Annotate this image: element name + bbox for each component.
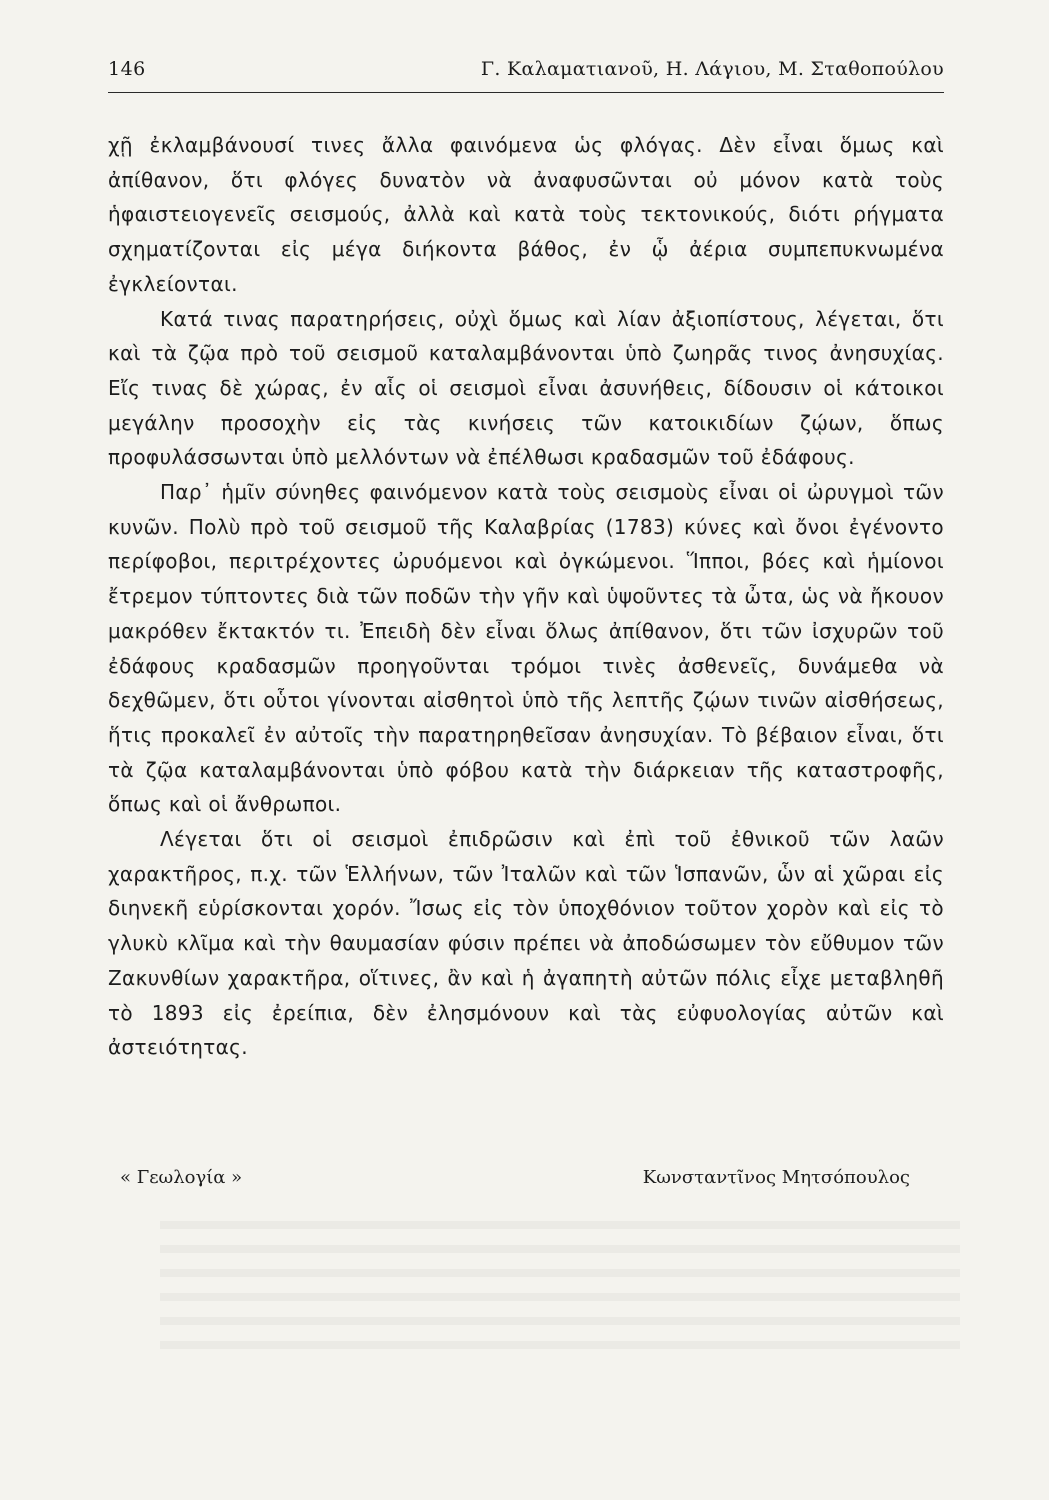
paragraph-dogs-howling: Παρ᾽ ἡμῖν σύνηθες φαινόμενον κατὰ τοὺς σεισμοὺς εἶναι οἱ ὠρυγμοὶ τῶν κυνῶν. Πολὺ πρὸ τοῦ σεισμοῦ τῆς Καλαβρίας (1783) κύνες καὶ ὄνοι ἐγένοντο περίφοβοι, περιτρέχοντες ὠρυόμενοι καὶ ὀγκώμενοι. Ἵπποι, βόες καὶ ἡμίονοι ἔτρεμον τύπτοντες διὰ τῶν ποδῶν τὴν γῆν καὶ ὑψοῦντες τὰ ὦτα, ὡς νὰ ἤκουον μακρόθεν ἔκτακτόν τι. Ἐπειδὴ δὲν εἶναι ὅλως ἀπίθανον, ὅτι τῶν ἰσχυρῶν τοῦ ἐδάφους κραδασμῶν προηγοῦνται τρόμοι τινὲς ἀσθενεῖς, δυνάμεθα νὰ δεχθῶμεν, ὅτι οὗτοι γίνονται αἰσθητοὶ ὑπὸ τῆς λεπτῆς ζῴων τινῶν αἰσθήσεως, ἥτις προκαλεῖ ἐν αὐτοῖς τὴν παρατηρηθεῖσαν ἀνησυχίαν. Τὸ βέβαιον εἶναι, ὅτι τὰ ζῷα καταλαμβάνονται ὑπὸ φόβου κατὰ τὴν διάρκειαν τῆς καταστροφῆς, ὅπως καὶ οἱ ἄνθρωποι. — [108, 480, 944, 817]
author-signature: Κωνσταντῖνος Μητσόπουλος — [642, 1167, 910, 1188]
signature-row — [108, 1163, 944, 1197]
paragraph-national-character: Λέγεται ὅτι οἱ σεισμοὶ ἐπιδρῶσιν καὶ ἐπὶ τοῦ ἐθνικοῦ τῶν λαῶν χαρακτῆρος, π.χ. τῶν Ἑλλήνων, τῶν Ἰταλῶν καὶ τῶν Ἱσπανῶν, ὧν αἱ χῶραι εἰς διηνεκῆ εὑρίσκονται χορόν. Ἴσως εἰς τὸν ὑποχθόνιον τοῦτον χορὸν καὶ εἰς τὸ γλυκὺ κλῖμα καὶ τὴν θαυμασίαν φύσιν πρέπει νὰ ἀποδώσωμεν τὸν εὔθυμον τῶν Ζακυνθίων χαρακτῆρα, οἵτινες, ἂν καὶ ἡ ἀγαπητὴ αὐτῶν πόλις εἶχε μεταβληθῆ τὸ 1893 εἰς ἐρείπια, δὲν ἐλησμόνουν καὶ τὰς εὐφυολογίας αὐτῶν καὶ ἀστειότητας. — [108, 827, 944, 1060]
running-head-authors: Γ. Καλαματιανοῦ, Η. Λάγιου, Μ. Σταθοπούλου — [480, 58, 944, 80]
paragraph-continuation: χῇ ἐκλαμβάνουσί τινες ἄλλα φαινόμενα ὡς φλόγας. Δὲν εἶναι ὅμως καὶ ἀπίθανον, ὅτι φλόγες δυνατὸν νὰ ἀναφυσῶνται οὐ μόνον κατὰ τοὺς ἡφαιστειογενεῖς σεισμούς, ἀλλὰ καὶ κατὰ τοὺς τεκτονικούς, διότι ρήγματα σχηματίζονται εἰς μέγα διήκοντα βάθος, ἐν ᾧ ἀέρια συμπεπυκνωμένα ἐγκλείονται. — [108, 133, 944, 296]
body-text — [108, 128, 944, 1065]
page-number: 146 — [108, 58, 146, 80]
show-through-texture — [160, 1205, 960, 1365]
paragraph-animals-observations: Κατά τινας παρατηρήσεις, οὐχὶ ὅμως καὶ λίαν ἀξιοπίστους, λέγεται, ὅτι καὶ τὰ ζῷα πρὸ τοῦ σεισμοῦ καταλαμβάνονται ὑπὸ ζωηρᾶς τινος ἀνησυχίας. Εἴς τινας δὲ χώρας, ἐν αἷς οἱ σεισμοὶ εἶναι ἀσυνήθεις, δίδουσιν οἱ κάτοικοι μεγάλην προσοχὴν εἰς τὰς κινήσεις τῶν κατοικιδίων ζῴων, ὅπως προφυλάσσωνται ὑπὸ μελλόντων νὰ ἐπέλθωσι κραδασμῶν τοῦ ἐδάφους. — [108, 306, 944, 470]
source-citation: « Γεωλογία » — [120, 1167, 243, 1188]
page-header — [108, 52, 944, 93]
